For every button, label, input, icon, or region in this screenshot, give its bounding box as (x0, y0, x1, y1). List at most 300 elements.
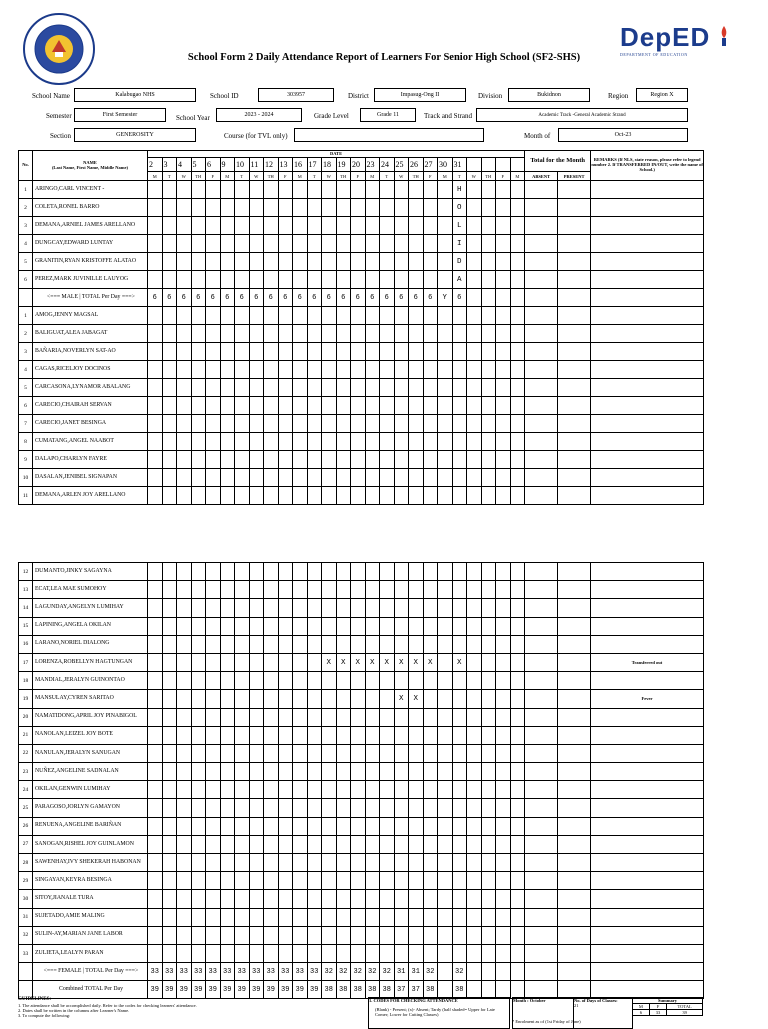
district-field[interactable]: Impasug-Ong II (374, 88, 466, 102)
attendance-cell[interactable] (481, 799, 496, 817)
attendance-cell[interactable] (423, 397, 438, 415)
attendance-cell[interactable] (191, 872, 206, 890)
attendance-cell[interactable] (249, 726, 264, 744)
attendance-cell[interactable] (264, 397, 279, 415)
attendance-cell[interactable] (394, 563, 409, 581)
attendance-cell[interactable] (249, 763, 264, 781)
attendance-cell[interactable] (423, 635, 438, 653)
attendance-cell[interactable] (438, 307, 453, 325)
attendance-cell[interactable] (249, 872, 264, 890)
attendance-cell[interactable] (148, 926, 163, 944)
attendance-cell[interactable] (452, 817, 467, 835)
attendance-cell[interactable] (336, 854, 351, 872)
attendance-cell[interactable] (235, 181, 250, 199)
attendance-cell[interactable] (162, 181, 177, 199)
attendance-cell[interactable] (409, 581, 424, 599)
attendance-cell[interactable] (177, 835, 192, 853)
attendance-cell[interactable] (148, 469, 163, 487)
attendance-cell[interactable] (467, 763, 482, 781)
attendance-cell[interactable] (278, 872, 293, 890)
attendance-cell[interactable] (438, 433, 453, 451)
attendance-cell[interactable] (278, 235, 293, 253)
attendance-cell[interactable] (220, 325, 235, 343)
attendance-cell[interactable] (394, 235, 409, 253)
attendance-cell[interactable] (307, 253, 322, 271)
attendance-cell[interactable] (235, 307, 250, 325)
attendance-cell[interactable] (351, 890, 366, 908)
attendance-cell[interactable] (206, 726, 221, 744)
attendance-cell[interactable] (177, 469, 192, 487)
attendance-cell[interactable] (510, 397, 525, 415)
attendance-cell[interactable] (264, 763, 279, 781)
attendance-cell[interactable] (191, 763, 206, 781)
remarks-cell[interactable] (591, 325, 704, 343)
attendance-cell[interactable] (336, 872, 351, 890)
attendance-cell[interactable] (351, 199, 366, 217)
attendance-cell[interactable] (249, 690, 264, 708)
attendance-cell[interactable] (322, 817, 337, 835)
attendance-cell[interactable] (481, 563, 496, 581)
attendance-cell[interactable] (467, 451, 482, 469)
attendance-cell[interactable] (467, 343, 482, 361)
attendance-cell[interactable] (191, 708, 206, 726)
attendance-cell[interactable] (249, 817, 264, 835)
attendance-cell[interactable] (423, 181, 438, 199)
attendance-cell[interactable] (206, 890, 221, 908)
attendance-cell[interactable] (162, 617, 177, 635)
attendance-cell[interactable] (220, 872, 235, 890)
attendance-cell[interactable] (496, 653, 511, 671)
attendance-cell[interactable] (322, 781, 337, 799)
attendance-cell[interactable] (452, 672, 467, 690)
attendance-cell[interactable] (177, 415, 192, 433)
attendance-cell[interactable] (206, 415, 221, 433)
attendance-cell[interactable] (510, 599, 525, 617)
attendance-cell[interactable] (220, 343, 235, 361)
attendance-cell[interactable] (322, 487, 337, 505)
attendance-cell[interactable] (481, 415, 496, 433)
attendance-cell[interactable] (206, 672, 221, 690)
attendance-cell[interactable] (481, 253, 496, 271)
attendance-cell[interactable] (510, 744, 525, 762)
attendance-cell[interactable] (423, 872, 438, 890)
attendance-cell[interactable] (191, 451, 206, 469)
attendance-cell[interactable] (380, 635, 395, 653)
attendance-cell[interactable] (336, 781, 351, 799)
attendance-cell[interactable] (264, 487, 279, 505)
attendance-cell[interactable] (162, 235, 177, 253)
attendance-cell[interactable] (220, 726, 235, 744)
attendance-cell[interactable] (148, 415, 163, 433)
attendance-cell[interactable] (467, 379, 482, 397)
remarks-cell[interactable] (591, 307, 704, 325)
attendance-cell[interactable] (438, 653, 453, 671)
attendance-cell[interactable] (249, 617, 264, 635)
attendance-cell[interactable] (510, 271, 525, 289)
attendance-cell[interactable] (148, 563, 163, 581)
attendance-cell[interactable] (206, 307, 221, 325)
attendance-cell[interactable] (206, 361, 221, 379)
attendance-cell[interactable] (394, 433, 409, 451)
attendance-cell[interactable] (220, 653, 235, 671)
attendance-cell[interactable] (235, 726, 250, 744)
attendance-cell[interactable] (351, 181, 366, 199)
attendance-cell[interactable] (278, 487, 293, 505)
remarks-cell[interactable] (591, 487, 704, 505)
attendance-cell[interactable] (278, 854, 293, 872)
attendance-cell[interactable] (278, 653, 293, 671)
attendance-cell[interactable] (481, 835, 496, 853)
attendance-cell[interactable] (510, 199, 525, 217)
attendance-cell[interactable] (264, 908, 279, 926)
attendance-cell[interactable] (409, 817, 424, 835)
attendance-cell[interactable] (322, 835, 337, 853)
attendance-cell[interactable] (423, 817, 438, 835)
attendance-cell[interactable] (510, 726, 525, 744)
attendance-cell[interactable] (423, 763, 438, 781)
attendance-cell[interactable] (481, 854, 496, 872)
attendance-cell[interactable] (220, 835, 235, 853)
remarks-cell[interactable] (591, 763, 704, 781)
attendance-cell[interactable] (322, 235, 337, 253)
attendance-cell[interactable] (307, 433, 322, 451)
attendance-cell[interactable] (264, 271, 279, 289)
attendance-cell[interactable] (307, 271, 322, 289)
attendance-cell[interactable] (177, 690, 192, 708)
attendance-cell[interactable] (351, 307, 366, 325)
attendance-cell[interactable] (409, 361, 424, 379)
attendance-cell[interactable] (307, 415, 322, 433)
attendance-cell[interactable] (293, 708, 308, 726)
attendance-cell[interactable] (264, 708, 279, 726)
attendance-cell[interactable] (148, 908, 163, 926)
division-field[interactable]: Bukidnon (508, 88, 590, 102)
attendance-cell[interactable] (496, 469, 511, 487)
attendance-cell[interactable] (423, 890, 438, 908)
attendance-cell[interactable] (438, 361, 453, 379)
attendance-cell[interactable] (336, 690, 351, 708)
attendance-cell[interactable] (177, 926, 192, 944)
attendance-cell[interactable] (452, 926, 467, 944)
school-year-field[interactable]: 2023 - 2024 (216, 108, 302, 122)
attendance-cell[interactable] (177, 817, 192, 835)
attendance-cell[interactable] (220, 708, 235, 726)
attendance-cell[interactable] (481, 744, 496, 762)
attendance-cell[interactable] (467, 253, 482, 271)
attendance-cell[interactable] (481, 235, 496, 253)
attendance-cell[interactable] (409, 397, 424, 415)
attendance-cell[interactable] (336, 926, 351, 944)
attendance-cell[interactable] (365, 469, 380, 487)
attendance-cell[interactable] (264, 726, 279, 744)
attendance-cell[interactable] (409, 890, 424, 908)
attendance-cell[interactable] (423, 672, 438, 690)
attendance-cell[interactable] (336, 581, 351, 599)
attendance-cell[interactable] (249, 325, 264, 343)
attendance-cell[interactable] (307, 217, 322, 235)
attendance-cell[interactable] (365, 926, 380, 944)
attendance-cell[interactable] (322, 415, 337, 433)
attendance-cell[interactable] (467, 708, 482, 726)
attendance-cell[interactable] (235, 854, 250, 872)
attendance-cell[interactable] (336, 235, 351, 253)
attendance-cell[interactable] (177, 451, 192, 469)
remarks-cell[interactable] (591, 726, 704, 744)
attendance-cell[interactable] (249, 361, 264, 379)
attendance-cell[interactable] (336, 944, 351, 962)
attendance-cell[interactable] (496, 908, 511, 926)
attendance-cell[interactable] (307, 379, 322, 397)
attendance-cell[interactable] (394, 744, 409, 762)
attendance-cell[interactable] (293, 469, 308, 487)
attendance-cell[interactable] (162, 926, 177, 944)
attendance-cell[interactable] (322, 854, 337, 872)
attendance-cell[interactable] (235, 415, 250, 433)
attendance-cell[interactable] (481, 271, 496, 289)
attendance-cell[interactable] (307, 872, 322, 890)
attendance-cell[interactable] (249, 343, 264, 361)
attendance-cell[interactable] (162, 325, 177, 343)
attendance-cell[interactable] (264, 672, 279, 690)
attendance-cell[interactable] (177, 397, 192, 415)
attendance-cell[interactable] (423, 379, 438, 397)
attendance-cell[interactable] (336, 415, 351, 433)
attendance-cell[interactable] (438, 744, 453, 762)
attendance-cell[interactable] (380, 690, 395, 708)
attendance-cell[interactable] (162, 379, 177, 397)
attendance-cell[interactable] (206, 926, 221, 944)
attendance-cell[interactable] (264, 926, 279, 944)
attendance-cell[interactable] (322, 307, 337, 325)
attendance-cell[interactable] (365, 854, 380, 872)
attendance-cell[interactable] (438, 799, 453, 817)
attendance-cell[interactable] (409, 433, 424, 451)
attendance-cell[interactable] (481, 397, 496, 415)
attendance-cell[interactable] (264, 817, 279, 835)
attendance-cell[interactable] (510, 672, 525, 690)
attendance-cell[interactable] (351, 379, 366, 397)
attendance-cell[interactable] (235, 744, 250, 762)
attendance-cell[interactable] (220, 415, 235, 433)
attendance-cell[interactable] (191, 944, 206, 962)
attendance-cell[interactable] (220, 908, 235, 926)
attendance-cell[interactable] (235, 926, 250, 944)
attendance-cell[interactable] (365, 690, 380, 708)
attendance-cell[interactable] (336, 672, 351, 690)
attendance-cell[interactable] (336, 181, 351, 199)
attendance-cell[interactable] (336, 563, 351, 581)
attendance-cell[interactable] (409, 469, 424, 487)
attendance-cell[interactable] (467, 926, 482, 944)
attendance-cell[interactable] (467, 469, 482, 487)
attendance-cell[interactable] (380, 415, 395, 433)
attendance-cell[interactable] (148, 451, 163, 469)
attendance-cell[interactable] (336, 307, 351, 325)
attendance-cell[interactable] (206, 854, 221, 872)
attendance-cell[interactable] (481, 581, 496, 599)
remarks-cell[interactable] (591, 379, 704, 397)
attendance-cell[interactable] (438, 617, 453, 635)
attendance-cell[interactable] (510, 763, 525, 781)
attendance-cell[interactable] (206, 817, 221, 835)
attendance-cell[interactable] (409, 235, 424, 253)
attendance-cell[interactable] (409, 854, 424, 872)
attendance-cell[interactable] (452, 726, 467, 744)
attendance-cell[interactable] (206, 653, 221, 671)
attendance-cell[interactable] (235, 469, 250, 487)
remarks-cell[interactable] (591, 854, 704, 872)
attendance-cell[interactable] (148, 433, 163, 451)
attendance-cell[interactable] (278, 726, 293, 744)
attendance-cell[interactable] (293, 617, 308, 635)
attendance-cell[interactable] (452, 361, 467, 379)
attendance-cell[interactable] (162, 944, 177, 962)
attendance-cell[interactable] (148, 854, 163, 872)
attendance-cell[interactable] (452, 708, 467, 726)
attendance-cell[interactable] (438, 563, 453, 581)
attendance-cell[interactable] (510, 361, 525, 379)
attendance-cell[interactable] (322, 379, 337, 397)
attendance-cell[interactable] (423, 343, 438, 361)
attendance-cell[interactable] (452, 763, 467, 781)
attendance-cell[interactable] (322, 744, 337, 762)
attendance-cell[interactable] (351, 708, 366, 726)
attendance-cell[interactable] (394, 415, 409, 433)
attendance-cell[interactable] (496, 944, 511, 962)
attendance-cell[interactable] (177, 854, 192, 872)
attendance-cell[interactable] (191, 926, 206, 944)
attendance-cell[interactable] (278, 835, 293, 853)
attendance-cell[interactable] (351, 253, 366, 271)
attendance-cell[interactable] (249, 469, 264, 487)
attendance-cell[interactable] (380, 469, 395, 487)
attendance-cell[interactable] (206, 799, 221, 817)
attendance-cell[interactable] (162, 217, 177, 235)
attendance-cell[interactable] (365, 944, 380, 962)
attendance-cell[interactable] (351, 433, 366, 451)
attendance-cell[interactable] (191, 379, 206, 397)
attendance-cell[interactable] (177, 763, 192, 781)
attendance-cell[interactable] (264, 690, 279, 708)
attendance-cell[interactable] (191, 890, 206, 908)
attendance-cell[interactable] (380, 599, 395, 617)
attendance-cell[interactable] (307, 199, 322, 217)
attendance-cell[interactable] (220, 781, 235, 799)
attendance-cell[interactable] (365, 379, 380, 397)
attendance-cell[interactable] (206, 581, 221, 599)
attendance-cell[interactable] (336, 433, 351, 451)
attendance-cell[interactable] (496, 872, 511, 890)
attendance-cell[interactable] (177, 744, 192, 762)
remarks-cell[interactable] (591, 835, 704, 853)
attendance-cell[interactable] (220, 199, 235, 217)
attendance-cell[interactable] (278, 415, 293, 433)
attendance-cell[interactable] (264, 781, 279, 799)
school-name-field[interactable]: Kalabugao NHS (74, 88, 196, 102)
attendance-cell[interactable] (351, 799, 366, 817)
attendance-cell[interactable] (293, 343, 308, 361)
attendance-cell[interactable] (220, 944, 235, 962)
attendance-cell[interactable] (438, 469, 453, 487)
attendance-cell[interactable] (351, 854, 366, 872)
attendance-cell[interactable] (510, 653, 525, 671)
attendance-cell[interactable] (380, 433, 395, 451)
attendance-cell[interactable] (365, 835, 380, 853)
attendance-cell[interactable] (336, 361, 351, 379)
attendance-cell[interactable] (423, 451, 438, 469)
attendance-cell[interactable] (148, 653, 163, 671)
attendance-cell[interactable] (148, 581, 163, 599)
attendance-cell[interactable] (322, 397, 337, 415)
attendance-cell[interactable] (191, 271, 206, 289)
attendance-cell[interactable] (394, 763, 409, 781)
attendance-cell[interactable] (496, 343, 511, 361)
attendance-cell[interactable] (235, 487, 250, 505)
attendance-cell[interactable] (380, 817, 395, 835)
attendance-cell[interactable] (467, 307, 482, 325)
attendance-cell[interactable] (249, 181, 264, 199)
attendance-cell[interactable] (206, 253, 221, 271)
attendance-cell[interactable] (206, 433, 221, 451)
attendance-cell[interactable] (452, 799, 467, 817)
attendance-cell[interactable] (452, 617, 467, 635)
attendance-cell[interactable] (206, 690, 221, 708)
attendance-cell[interactable] (409, 617, 424, 635)
attendance-cell[interactable] (365, 744, 380, 762)
attendance-cell[interactable] (467, 325, 482, 343)
attendance-cell[interactable] (264, 433, 279, 451)
attendance-cell[interactable] (394, 217, 409, 235)
attendance-cell[interactable] (481, 926, 496, 944)
attendance-cell[interactable] (322, 599, 337, 617)
attendance-cell[interactable] (148, 708, 163, 726)
attendance-cell[interactable] (496, 253, 511, 271)
attendance-cell[interactable] (177, 271, 192, 289)
attendance-cell[interactable] (206, 744, 221, 762)
attendance-cell[interactable] (365, 253, 380, 271)
attendance-cell[interactable] (409, 835, 424, 853)
attendance-cell[interactable] (336, 217, 351, 235)
attendance-cell[interactable] (481, 199, 496, 217)
attendance-cell[interactable] (206, 708, 221, 726)
attendance-cell[interactable] (380, 217, 395, 235)
attendance-cell[interactable] (206, 872, 221, 890)
attendance-cell[interactable] (496, 799, 511, 817)
attendance-cell[interactable] (467, 672, 482, 690)
attendance-cell[interactable] (249, 890, 264, 908)
attendance-cell[interactable] (496, 397, 511, 415)
attendance-cell[interactable] (394, 799, 409, 817)
attendance-cell[interactable] (249, 307, 264, 325)
attendance-cell[interactable] (336, 799, 351, 817)
attendance-cell[interactable] (365, 325, 380, 343)
attendance-cell[interactable] (409, 799, 424, 817)
attendance-cell[interactable] (423, 944, 438, 962)
attendance-cell[interactable] (191, 835, 206, 853)
attendance-cell[interactable] (206, 199, 221, 217)
attendance-cell[interactable] (394, 487, 409, 505)
attendance-cell[interactable] (423, 690, 438, 708)
attendance-cell[interactable] (322, 469, 337, 487)
attendance-cell[interactable] (481, 635, 496, 653)
attendance-cell[interactable] (206, 451, 221, 469)
region-field[interactable]: Region X (636, 88, 688, 102)
attendance-cell[interactable] (481, 890, 496, 908)
attendance-cell[interactable] (409, 451, 424, 469)
attendance-cell[interactable] (481, 487, 496, 505)
attendance-cell[interactable] (423, 307, 438, 325)
attendance-cell[interactable] (235, 581, 250, 599)
